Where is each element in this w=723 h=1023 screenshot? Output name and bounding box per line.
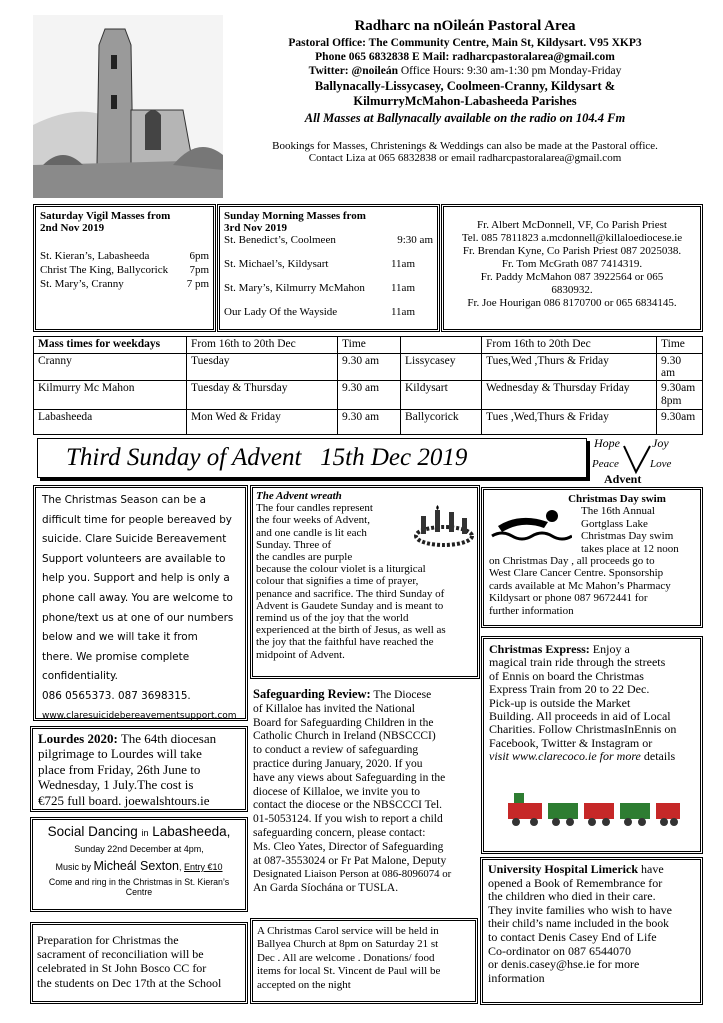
twitter-hours-line bbox=[228, 65, 702, 77]
list-item: St. Mary’s, Cranny 7 pm bbox=[40, 278, 209, 290]
carol-service-box: A Christmas Carol service will be held in Ballyea Church at 8pm on Saturday 21 st Dec . All are welcome . Donations/ food items for local St. Vincent de Paul will be accepted on the night bbox=[250, 918, 478, 1004]
parishes-line-1: Ballynacally-Lissycasey, Coolmeen-Cranny, Kildysart & bbox=[314, 79, 616, 93]
christmas-express-box: Christmas Express: Enjoy a magical train ride through the streets of Ennis on board the Christmas Express Train from 20 to 22 Dec. Pick-up is outside the Market Building. All proceeds in aid of Local Charities. Follow ChristmasInEnnis on Facebook, Twitter & Instagram or visit www.clarecoco.ie for more details bbox=[481, 636, 703, 854]
priest-line: Tel. 085 7811823 a.mcdonnell@killaloediocese.ie bbox=[461, 232, 683, 244]
office-hours: Office Hours: 9:30 am-1:30 pm Monday-Friday bbox=[400, 65, 622, 77]
bereavement-box: The Christmas Season can be a difficult time for people bereaved by suicide. Clare Suicide Bereavement Support volunteers are available to help you. Support and help is only a phone call away. You are welcome to phone/text us at one of our numbers below and we will take it from there. We promise complete confidentiality. 086 0565373. 087 3698315. www.claresuicidebereavementsupport.com bbox=[33, 485, 248, 721]
advent-wreath-title: The Advent wreath bbox=[256, 490, 342, 502]
priest-line: Fr. Albert McDonnell, VF, Co Parish Priest bbox=[477, 219, 667, 231]
bereavement-website: www.claresuicidebereavementsupport.com bbox=[42, 710, 237, 721]
table-row: Cranny Tuesday 9.30 am Lissycasey Tues,Wed ,Thurs & Friday 9.30 am bbox=[34, 354, 703, 381]
table-row: Labasheeda Mon Wed & Friday 9.30 am Ballycorick Tues ,Wed,Thurs & Friday 9.30am bbox=[34, 410, 703, 435]
phone-email-line: Phone 065 6832838 E Mail: radharcpastoralarea@gmail.com bbox=[315, 51, 615, 63]
candle-flame-icon bbox=[620, 442, 654, 476]
saturday-title-2: 2nd Nov 2019 bbox=[40, 222, 105, 234]
list-item: Our Lady Of the Wayside 11am bbox=[224, 306, 415, 318]
express-website: visit www.clarecoco.ie for more bbox=[489, 749, 641, 764]
sunday-list bbox=[224, 234, 433, 318]
hospital-box: University Hospital Limerick have opened a Book of Remembrance for the children who died in their care. They invite families who wish to have their child’s name included in the book to contact Denis Casey End of Life Co-ordinator on 087 6544070 or denis.casey@hse.ie for more information bbox=[480, 857, 703, 1005]
list-item: Christ The King, Ballycorick 7pm bbox=[40, 264, 209, 276]
bookings-line-2: Contact Liza at 065 6832838 or email radharcpastoralarea@gmail.com bbox=[308, 152, 622, 164]
weekday-mass-table bbox=[33, 336, 703, 435]
sunday-title-2: 3rd Nov 2019 bbox=[224, 222, 287, 234]
advent-banner bbox=[37, 438, 587, 478]
advent-banner-title: Third Sunday of Advent 15th Dec 2019 bbox=[66, 444, 468, 471]
christmas-train-icon bbox=[504, 789, 684, 829]
list-item: St. Benedict’s, Coolmeen 9:30 am bbox=[224, 234, 433, 246]
saturday-masses-box bbox=[33, 204, 216, 332]
page-title: Radharc na nOileán Pastoral Area bbox=[354, 18, 576, 34]
parishes-line-2: KilmurryMcMahon-Labasheeda Parishes bbox=[353, 94, 577, 108]
advent-logo: Hope Joy Peace Love Advent bbox=[592, 436, 672, 486]
priest-line: Fr. Paddy McMahon 087 3922564 or 065 bbox=[480, 271, 664, 283]
swimmer-icon bbox=[490, 504, 572, 544]
priest-line: Fr. Tom McGrath 087 7414319. bbox=[501, 258, 643, 270]
priest-line: Fr. Brendan Kyne, Co Parish Priest 087 2025038. bbox=[462, 245, 682, 257]
swim-title: Christmas Day swim bbox=[568, 493, 666, 505]
sunday-masses-box bbox=[217, 204, 440, 332]
dancing-date: Sunday 22nd December at 4pm, bbox=[74, 844, 204, 854]
dancing-music: Music by Micheál Sexton, Entry €10 bbox=[55, 859, 223, 873]
lourdes-title: Lourdes 2020: bbox=[38, 731, 118, 746]
church-illustration bbox=[33, 15, 223, 198]
list-item: St. Mary’s, Kilmurry McMahon 11am bbox=[224, 282, 415, 294]
lourdes-box: Lourdes 2020: The 64th diocesan pilgrimage to Lourdes will take place from Friday, 26th June to Wednesday, 1 July.The cost is €725 full board. joewalshtours.ie bbox=[30, 726, 248, 812]
priests-box bbox=[441, 204, 703, 332]
priest-line: Fr. Joe Hourigan 086 8170700 or 065 6834145. bbox=[467, 297, 677, 309]
advent-wreath-icon bbox=[413, 504, 475, 548]
office-address: Pastoral Office: The Community Centre, Main St, Kildysart. V95 XKP3 bbox=[288, 37, 642, 49]
sunday-title-1: Sunday Morning Masses from bbox=[224, 210, 366, 222]
header-info bbox=[228, 18, 702, 164]
radio-notice: All Masses at Ballynacally available on the radio on 104.4 Fm bbox=[304, 111, 626, 125]
reconciliation-box: Preparation for Christmas the sacrament of reconciliation will be celebrated in St John Bosco CC for the students on Dec 17th at the School bbox=[30, 922, 248, 1004]
saturday-list bbox=[40, 250, 209, 290]
express-title: Christmas Express: bbox=[489, 642, 590, 656]
bookings-line-1: Bookings for Masses, Christenings & Weddings can also be made at the Pastoral office. bbox=[272, 140, 658, 152]
dancing-venue: Come and ring in the Christmas in St. Kieran’s Centre bbox=[48, 877, 230, 897]
hospital-title: University Hospital Limerick bbox=[488, 862, 638, 876]
table-row: Kilmurry Mc Mahon Tuesday & Thursday 9.30 am Kildysart Wednesday & Thursday Friday 9.30am 8pm bbox=[34, 381, 703, 410]
safeguarding-title: Safeguarding Review: bbox=[253, 687, 371, 701]
table-header-row: Mass times for weekdays From 16th to 20th Dec Time From 16th to 20th Dec Time bbox=[34, 337, 703, 354]
list-item: St. Michael’s, Kildysart 11am bbox=[224, 258, 415, 270]
christmas-swim-box: Christmas Day swim The 16th Annual Gortglass Lake Christmas Day swim takes place at 12 noon on Christmas Day , all proceeds go to West Clare Cancer Centre. Sponsorship cards available at Mc Mahon’s Pharmacy Kildysart or phone 087 9672441 for further information bbox=[481, 487, 703, 628]
saturday-title-1: Saturday Vigil Masses from bbox=[40, 210, 171, 222]
advent-wreath-box: The Advent wreath The four candles represent the four weeks of Advent, and one candle is lit each Sunday. Three of the candles are purple because the colour violet is a liturgical colour that signifies a time of prayer, penance and sacrifice. The third Sunday of Advent is Gaudete Sunday and is meant to remind us of the joy that the world experienced at the birth of Jesus, as well as the joy that the faithful have reached the midpoint of Advent. bbox=[250, 485, 480, 679]
dancing-title: Social Dancing in Labasheeda, bbox=[47, 824, 231, 839]
list-item: St. Kieran’s, Labasheeda 6pm bbox=[40, 250, 209, 262]
safeguarding-box: Safeguarding Review: The Diocese of Killaloe has invited the National Board for Safeguarding Children in the Catholic Church in Ireland (NBSCCCI) to conduct a review of safeguarding practice during January, 2020. If you have any views about Safeguarding in the diocese of Killaloe, we invite you to contact the diocese or the NBSCCCI Tel. 01-5053124. If you wish to report a child safeguarding concern, please contact: Ms. Cleo Yates, Director of Safeguarding at 087-3553024 or Fr Pat Malone, Deputy Designated Liaison Person at 086-8096074 or An Garda Síochána or TUSLA. bbox=[253, 687, 452, 895]
social-dancing-box bbox=[30, 817, 248, 912]
twitter-handle: Twitter: @noileán bbox=[308, 65, 398, 77]
priest-line: 6830932. bbox=[551, 284, 593, 296]
